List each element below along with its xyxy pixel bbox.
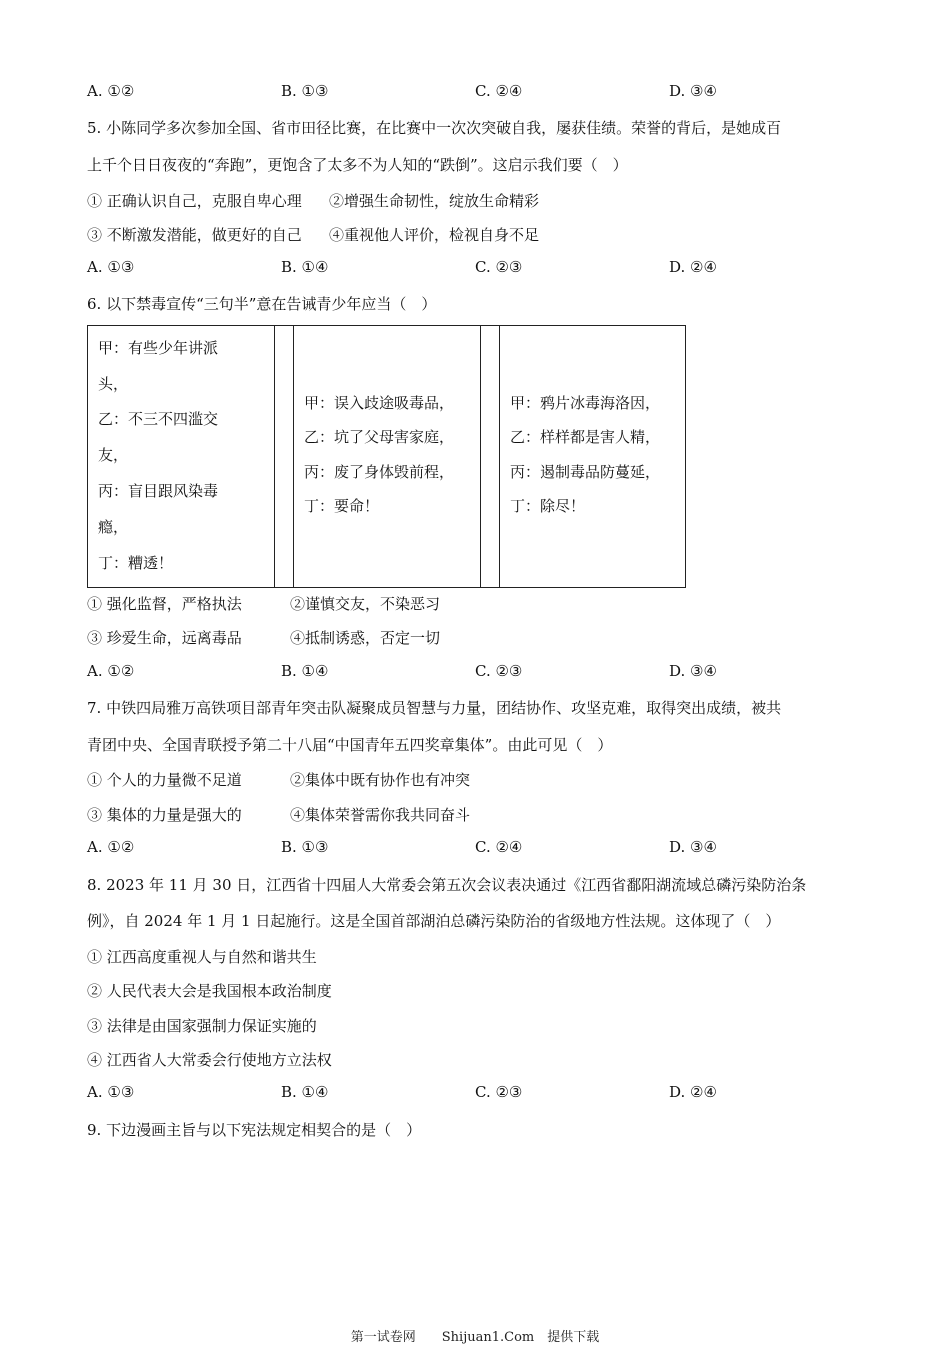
q4-option-d: D. ③④: [669, 82, 717, 100]
q5-choice-4: ④重视他人评价，检视自身不足: [329, 226, 540, 244]
q8-stem-line1: 8. 2023 年 11 月 30 日，江西省十四届人大常委会第五次会议表决通过《江西省鄱阳湖流域总磷污染防治条: [87, 876, 807, 894]
q7-choice-row1: [87, 769, 471, 790]
q6-option-b: B. ①④: [281, 662, 329, 680]
q6-stem: 6. 以下禁毒宣传“三句半”意在告诫青少年应当（ ）: [87, 295, 437, 313]
q7-option-b: B. ①③: [281, 838, 329, 856]
q6-col2-line: 乙：坑了父母害家庭，: [304, 428, 455, 446]
q6-col1-line: 丙：盲目跟风染毒: [98, 482, 219, 500]
q4-option-c: C. ②④: [475, 82, 523, 100]
table-divider: [499, 326, 500, 587]
q6-option-a: A. ①②: [87, 662, 135, 680]
q5-choice-2: ②增强生命韧性，绽放生命精彩: [329, 192, 540, 210]
q6-col1-line: 丁：糟透！: [98, 554, 174, 572]
q6-col3-line: 甲：鸦片冰毒海洛因，: [510, 394, 661, 412]
q7-stem-line2: 青团中央、全国青联授予第二十八届“中国青年五四奖章集体”。由此可见（ ）: [87, 736, 613, 754]
q5-stem-line2: 上千个日日夜夜的“奔跑”，更饱含了太多不为人知的“跌倒”。这启示我们要（ ）: [87, 156, 628, 174]
q8-choice-1: ① 江西高度重视人与自然和谐共生: [87, 948, 317, 966]
q6-choice-row2: [87, 627, 441, 648]
q5-option-c: C. ②③: [475, 258, 523, 276]
table-divider: [274, 326, 275, 587]
q8-choice-3: ③ 法律是由国家强制力保证实施的: [87, 1017, 317, 1035]
q7-choice-row2: [87, 804, 471, 825]
q5-option-b: B. ①④: [281, 258, 329, 276]
q4-option-a: A. ①②: [87, 82, 135, 100]
q5-option-a: A. ①③: [87, 258, 135, 276]
q6-col1-line: 瘾，: [98, 518, 129, 536]
q6-col1-line: 甲：有些少年讲派: [98, 339, 219, 357]
q6-col1-line: 头，: [98, 375, 129, 393]
q6-choice-row1: [87, 593, 441, 614]
q5-option-d: D. ②④: [669, 258, 717, 276]
q8-choice-4: ④ 江西省人大常委会行使地方立法权: [87, 1051, 332, 1069]
q7-choice-4: ④集体荣誉需你我共同奋斗: [290, 806, 471, 824]
q8-option-d: D. ②④: [669, 1083, 717, 1101]
q6-choice-2: ②谨慎交友，不染恶习: [290, 595, 441, 613]
q8-stem-line2: 例》，自 2024 年 1 月 1 日起施行。这是全国首部湖泊总磷污染防治的省级地方性法规。这体现了（ ）: [87, 912, 781, 930]
q7-choice-3: ③ 集体的力量是强大的: [87, 806, 242, 824]
q8-option-a: A. ①③: [87, 1083, 135, 1101]
q5-stem-line1: 5. 小陈同学多次参加全国、省市田径比赛，在比赛中一次次突破自我，屡获佳绩。荣誉的背后，是她成百: [87, 119, 782, 137]
q7-option-a: A. ①②: [87, 838, 135, 856]
q6-col3-line: 丙：遏制毒品防蔓延，: [510, 463, 661, 481]
q5-choice-row2: [87, 224, 540, 245]
q6-col1-line: 乙：不三不四滥交: [98, 410, 219, 428]
q6-col1-line: 友，: [98, 446, 129, 464]
q7-option-d: D. ③④: [669, 838, 717, 856]
q6-col3-line: 丁：除尽！: [510, 497, 586, 515]
q8-choice-2: ② 人民代表大会是我国根本政治制度: [87, 982, 332, 1000]
q7-choice-2: ②集体中既有协作也有冲突: [290, 771, 471, 789]
q6-option-c: C. ②③: [475, 662, 523, 680]
q6-table: [87, 325, 686, 588]
q6-option-d: D. ③④: [669, 662, 717, 680]
q6-col3-line: 乙：样样都是害人精，: [510, 428, 661, 446]
q5-choice-1: ① 正确认识自己，克服自卑心理: [87, 192, 302, 210]
q6-choice-3: ③ 珍爱生命，远离毒品: [87, 629, 242, 647]
page-footer: 第一试卷网 Shijuan1.Com 提供下载: [350, 1330, 600, 1345]
q6-choice-1: ① 强化监督，严格执法: [87, 595, 242, 613]
q8-option-b: B. ①④: [281, 1083, 329, 1101]
q7-stem-line1: 7. 中铁四局雅万高铁项目部青年突击队凝聚成员智慧与力量，团结协作、攻坚克难，取得突出成绩，被共: [87, 699, 782, 717]
q6-col2-line: 丙：废了身体毁前程，: [304, 463, 455, 481]
q9-stem: 9. 下边漫画主旨与以下宪法规定相契合的是（ ）: [87, 1121, 422, 1139]
q5-choice-3: ③ 不断激发潜能，做更好的自己: [87, 226, 302, 244]
q6-col2-line: 丁：要命！: [304, 497, 380, 515]
q6-choice-4: ④抵制诱惑，否定一切: [290, 629, 441, 647]
q7-option-c: C. ②④: [475, 838, 523, 856]
q4-option-b: B. ①③: [281, 82, 329, 100]
table-divider: [293, 326, 294, 587]
q5-choice-row1: [87, 190, 540, 211]
table-divider: [480, 326, 481, 587]
q7-choice-1: ① 个人的力量微不足道: [87, 771, 242, 789]
q6-col2-line: 甲：误入歧途吸毒品，: [304, 394, 455, 412]
q8-option-c: C. ②③: [475, 1083, 523, 1101]
